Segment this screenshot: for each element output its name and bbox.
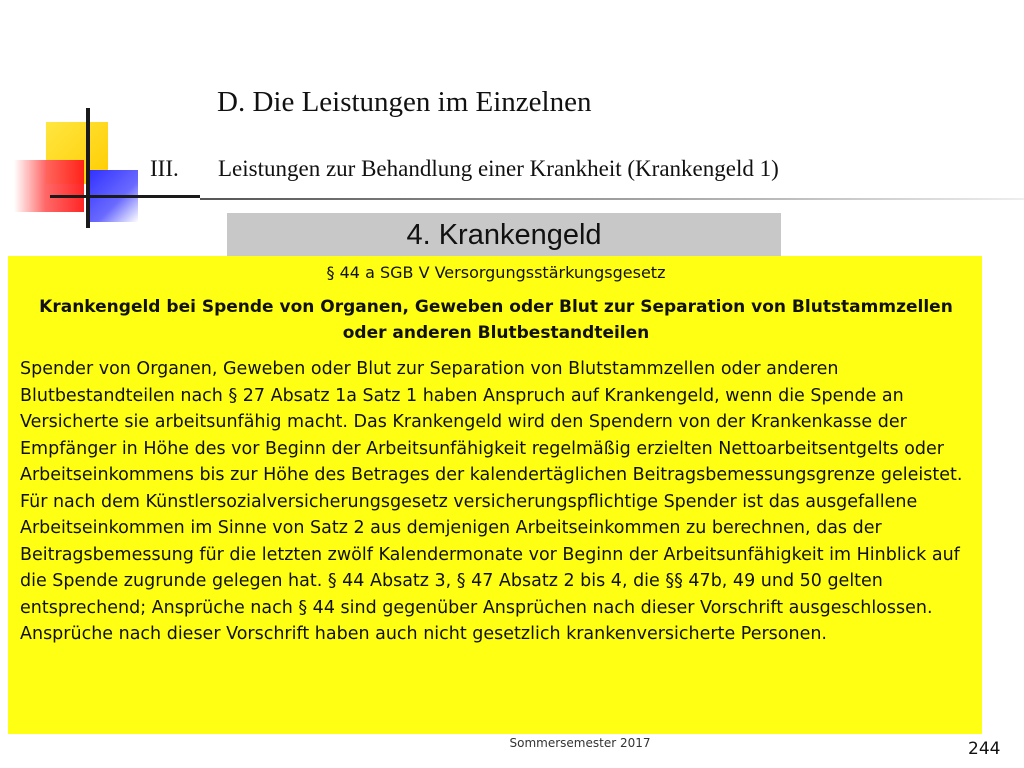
subtitle-number: III. bbox=[150, 156, 179, 181]
slide-title: D. Die Leistungen im Einzelnen bbox=[217, 86, 592, 118]
section-heading-box bbox=[227, 213, 781, 257]
logo-horizontal-line bbox=[50, 195, 200, 198]
law-text-panel bbox=[8, 256, 982, 734]
law-heading: Krankengeld bei Spende von Organen, Geweben oder Blut zur Separation von Blutstammzellen oder anderen Blutbestandteilen bbox=[39, 297, 953, 343]
logo-red-square bbox=[14, 160, 84, 212]
law-body: Spender von Organen, Geweben oder Blut zur Separation von Blutstammzellen oder anderen Blutbestandteilen nach § 27 Absatz 1a Satz 1 haben Anspruch auf Krankengeld, wenn die Spende an Versicherte sie arbeitsunfähig macht. Das Krankengeld wird den Spendern von der Krankenkasse der Empfänger in Höhe des vor Beginn der Arbeitsunfähigkeit regelmäßig erzielten Nettoarbeitsentgelts oder Arbeitseinkommens bis zur Höhe des Betrages der kalendertäglichen Beitragsbemessungsgrenze geleistet. Für nach dem Künstlersozialversicherungsgesetz versicherungspflichtige Spender ist das ausgefallene Arbeitseinkommen im Sinne von Satz 2 aus demjenigen Arbeitseinkommen zu berechnen, das der Beitragsbemessung für die letzten zwölf Kalendermonate vor Beginn der Arbeitsunfähigkeit im Hinblick auf die Spende zugrunde gelegen hat. § 44 Absatz 3, § 47 Absatz 2 bis 4, die §§ 47b, 49 und 50 gelten entsprechend; Ansprüche nach § 44 sind gegenüber Ansprüchen nach dieser Vorschrift ausgeschlossen. Ansprüche nach dieser Vorschrift haben auch nicht gesetzlich krankenversicherte Personen. bbox=[20, 359, 963, 644]
page-number: 244 bbox=[968, 739, 1001, 759]
logo-vertical-line bbox=[86, 108, 90, 228]
subtitle-text: Leistungen zur Behandlung einer Krankheit (Krankengeld 1) bbox=[218, 156, 779, 181]
footer-semester: Sommersemester 2017 bbox=[509, 736, 651, 750]
law-title: § 44 a SGB V Versorgungsstärkungsgesetz bbox=[326, 263, 666, 282]
section-heading: 4. Krankengeld bbox=[406, 219, 602, 251]
slide-subtitle bbox=[150, 156, 779, 182]
title-divider bbox=[200, 198, 1024, 200]
decorative-logo bbox=[0, 0, 200, 240]
